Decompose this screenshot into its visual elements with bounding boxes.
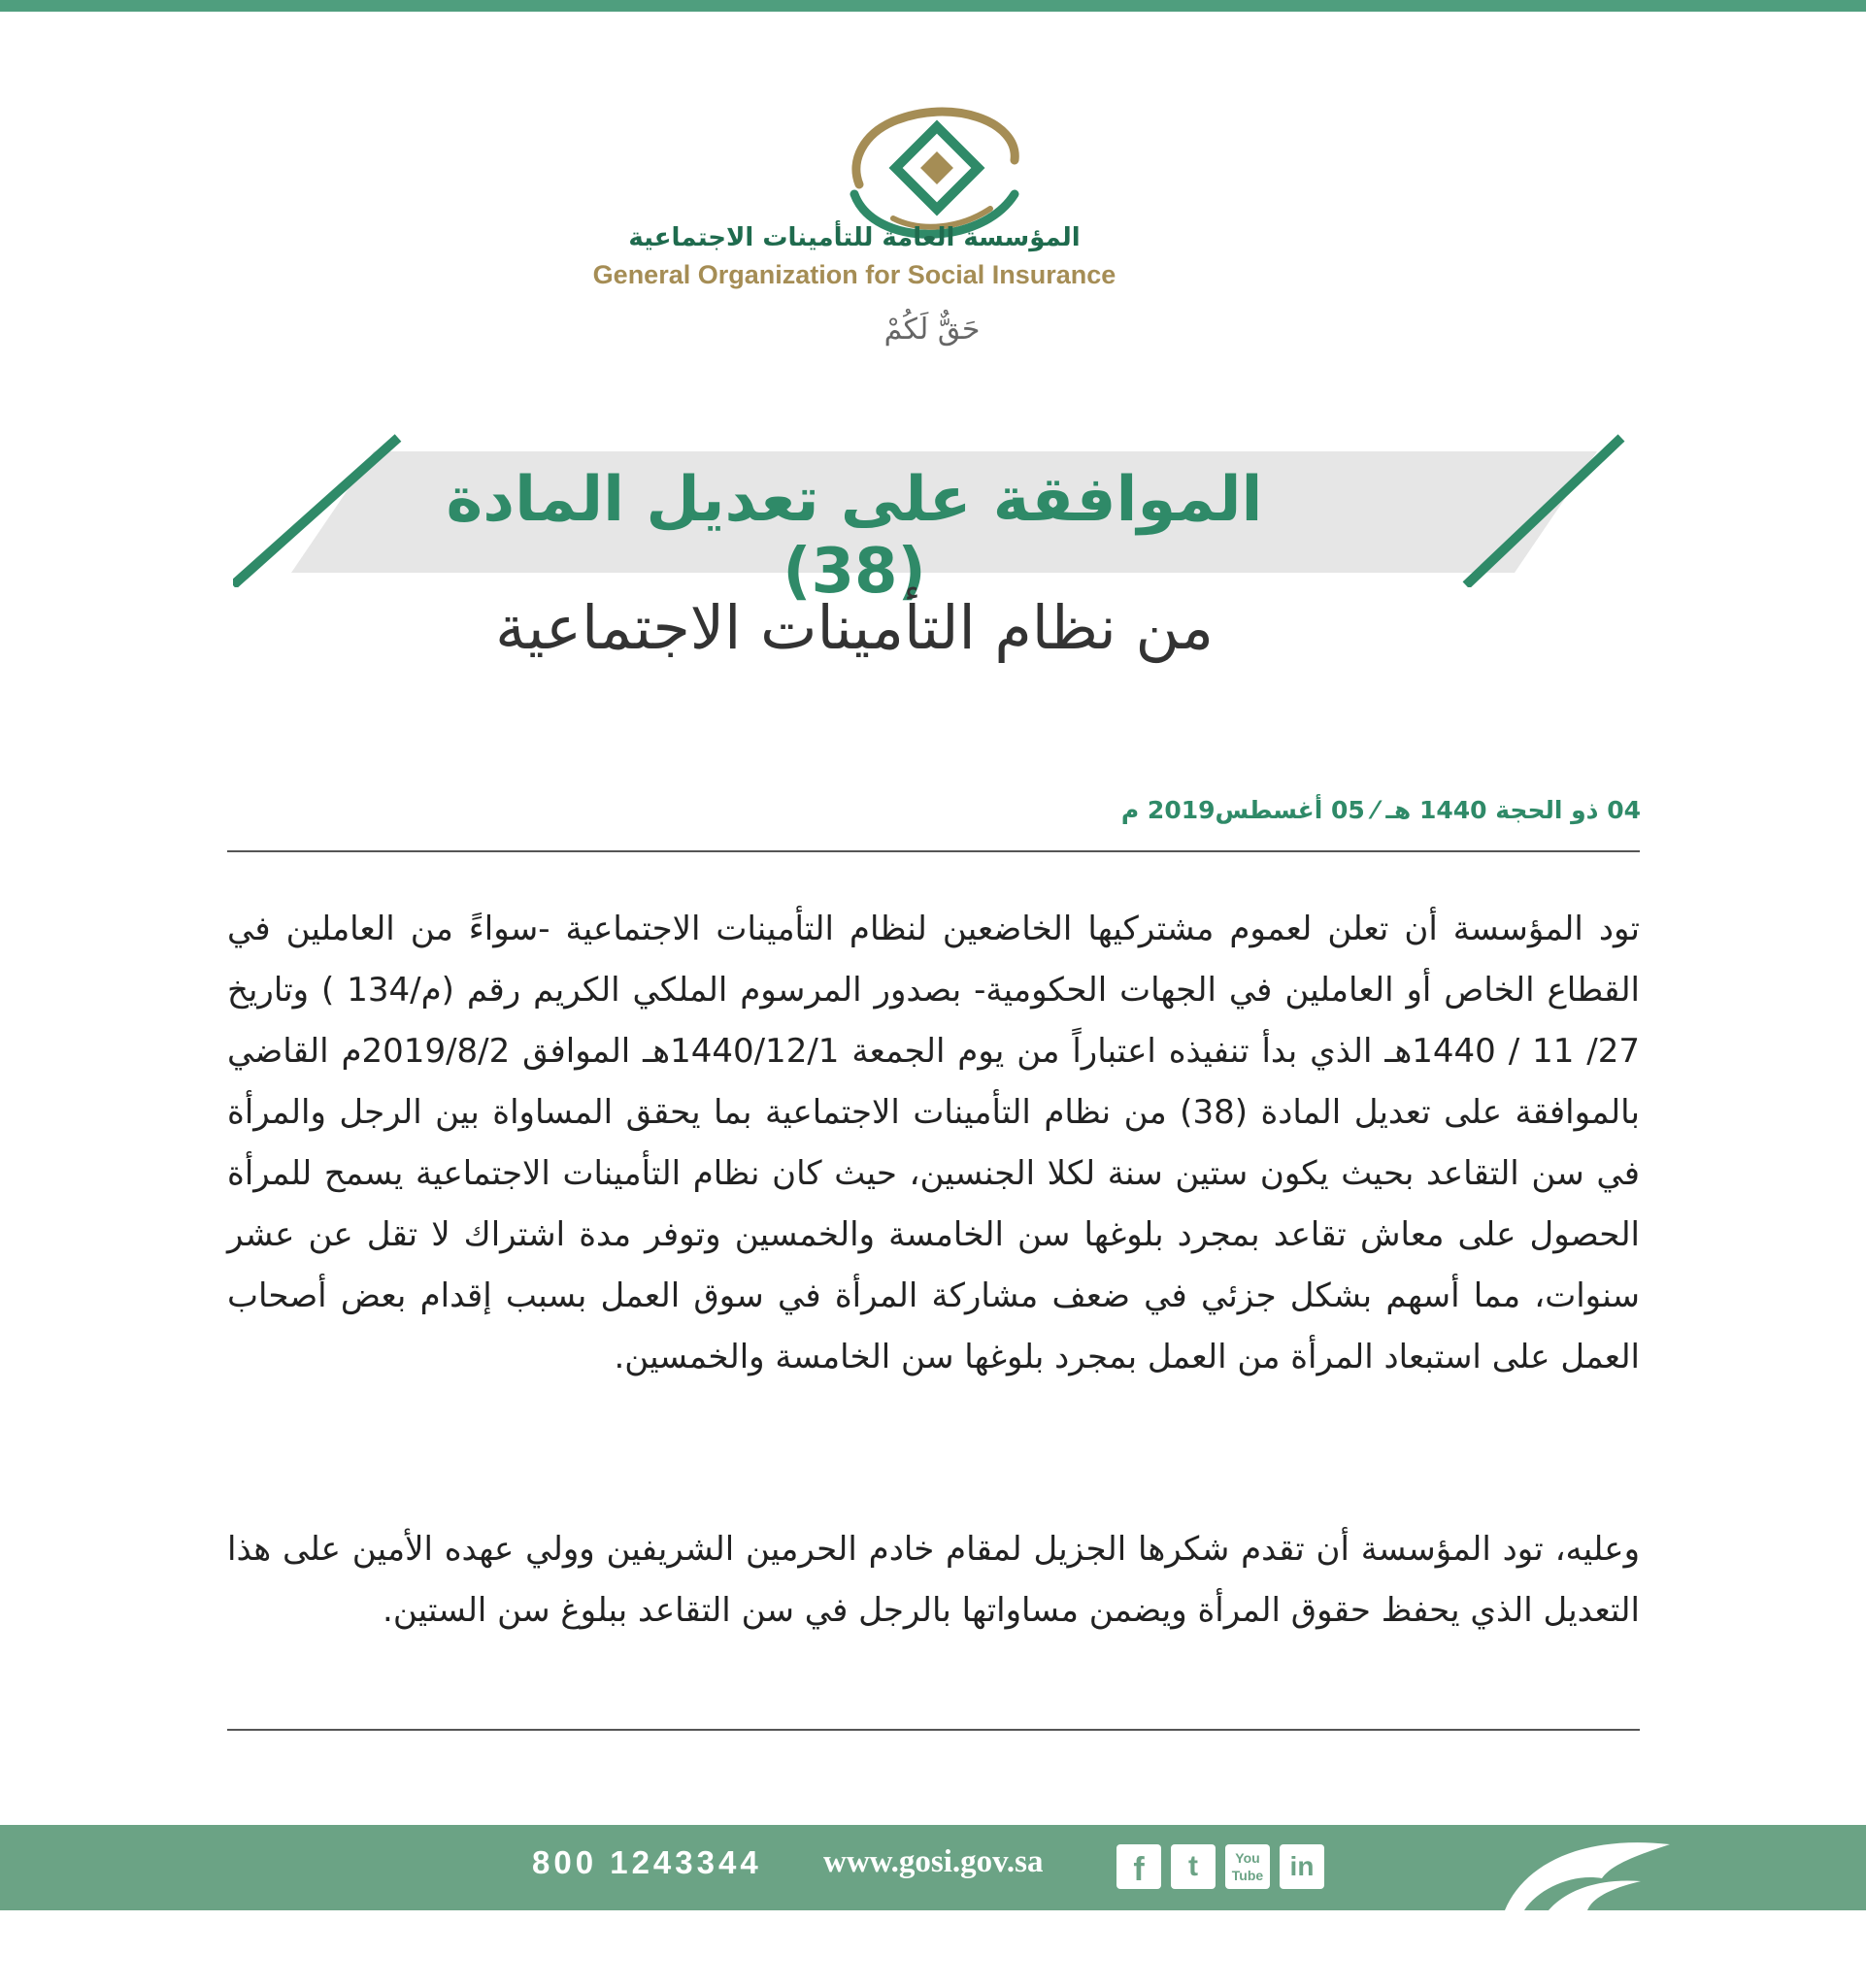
body-paragraph-1: تود المؤسسة أن تعلن لعموم مشتركيها الخاضعين لنظام التأمينات الاجتماعية -سواءً من العاملين في القطاع الخاص أو العاملين في الجهات الحكومية- بصدور المرسوم الملكي الكريم رقم (م/134 ) وتاريخ 27/ 11 / 1440هـ الذي بدأ تنفيذه اعتباراً من يوم الجمعة 1440/12/1هـ الموافق 2019/8/2م القاضي بالموافقة على تعديل المادة (38) من نظام التأمينات الاجتماعية بما يحقق المساواة بين الرجل والمرأة في سن التقاعد بحيث يكون ستين سنة لكلا الجنسين، حيث كان نظام التأمينات الاجتماعية يسمح للمرأة الحصول على معاش تقاعد بمجرد بلوغها سن الخامسة والخمسين وتوفر مدة اشتراك لا تقل عن عشر سنوات، مما أسهم بشكل جزئي في ضعف مشاركة المرأة في سوق العمل بسبب إقدام بعض أصحاب العمل على استبعاد المرأة من العمل بمجرد بلوغها سن الخامسة والخمسين. bbox=[227, 910, 1641, 1376]
facebook-icon[interactable] bbox=[1116, 1844, 1161, 1889]
twitter-icon[interactable] bbox=[1171, 1844, 1216, 1889]
org-name-english: General Organization for Social Insurance bbox=[592, 260, 1116, 289]
leaf-icon bbox=[1495, 1825, 1680, 1910]
youtube-icon[interactable] bbox=[1225, 1844, 1270, 1889]
website-link[interactable]: www.gosi.gov.sa bbox=[823, 1844, 1044, 1879]
divider-bottom bbox=[227, 1729, 1640, 1731]
top-accent-bar bbox=[0, 0, 1866, 12]
linkedin-glyph: in bbox=[1289, 1851, 1315, 1881]
title-line-2: من نظام التأمينات الاجتماعية bbox=[495, 592, 1214, 663]
youtube-glyph bbox=[1225, 1844, 1270, 1889]
body-paragraph-2: وعليه، تود المؤسسة أن تقدم شكرها الجزيل لمقام خادم الحرمين الشريفين وولي عهده الأمين على هذا التعديل الذي يحفظ حقوق المرأة ويضمن مساواتها بالرجل في سن التقاعد ببلوغ سن الستين. bbox=[227, 1530, 1640, 1630]
twitter-glyph: t bbox=[1188, 1850, 1198, 1882]
facebook-glyph: f bbox=[1133, 1851, 1145, 1888]
divider-top bbox=[227, 850, 1640, 852]
phone-number[interactable]: 800 1243344 bbox=[532, 1844, 762, 1880]
youtube-glyph-1: You bbox=[1235, 1850, 1260, 1866]
title-line-1: الموافقة على تعديل المادة (38) bbox=[446, 464, 1263, 608]
publish-date: 04 ذو الحجة 1440 هـ ⁄ 05 أغسطس2019 م bbox=[1120, 796, 1641, 824]
linkedin-icon[interactable] bbox=[1280, 1844, 1324, 1889]
youtube-glyph-2: Tube bbox=[1231, 1868, 1264, 1883]
org-name-arabic: المؤسسة العامة للتأمينات الاجتماعية bbox=[628, 223, 1081, 252]
slogan: حَقٌّ لَكُمْ bbox=[883, 313, 981, 347]
